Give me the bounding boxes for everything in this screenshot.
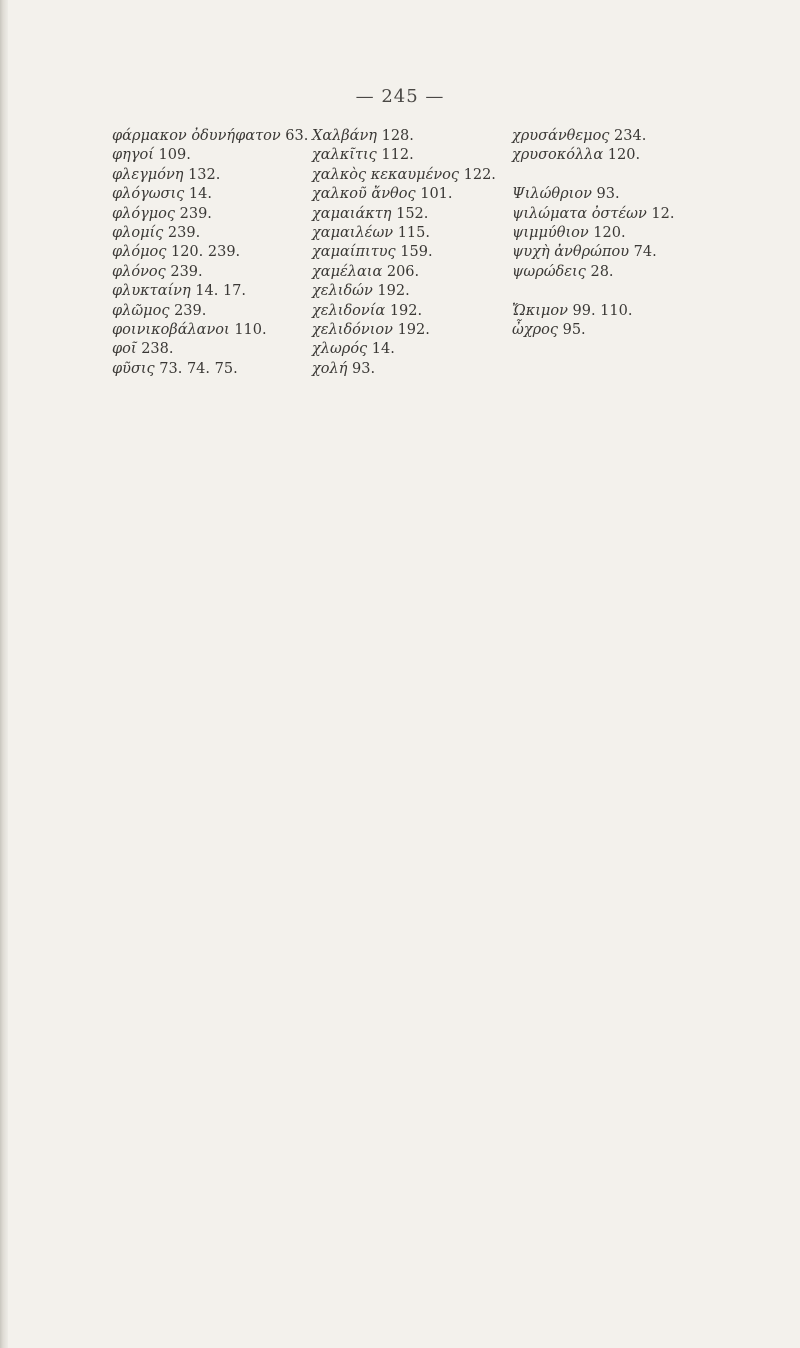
index-entry: [512, 127, 697, 146]
index-entry: [312, 360, 487, 379]
entry-term: φλόνος: [112, 263, 166, 280]
entry-term: φλόγωσις: [112, 186, 185, 203]
entry-refs: 192.: [377, 283, 410, 300]
index-entry: [112, 205, 272, 224]
index-entry: [312, 243, 487, 262]
section-gap: [512, 282, 697, 301]
index-entry: [112, 302, 272, 321]
index-entry: [112, 321, 272, 340]
entry-term: ψωρώδεις: [512, 263, 586, 280]
entry-term: φλόμος: [112, 244, 167, 261]
entry-refs: 110.: [234, 321, 267, 338]
entry-refs: 12.: [651, 205, 675, 222]
entry-refs: 239.: [174, 302, 207, 319]
entry-refs: 74.: [633, 244, 657, 261]
entry-refs: 234.: [614, 128, 647, 144]
index-entry: [512, 243, 697, 262]
index-entry: [312, 185, 487, 204]
entry-refs: 93.: [596, 186, 620, 203]
index-entry: [512, 321, 697, 340]
entry-term: χρυσοκόλλα: [512, 147, 604, 164]
entry-term: χλωρός: [312, 341, 368, 358]
entry-term: Χαλβάνη: [312, 128, 377, 144]
index-entry: [312, 127, 487, 146]
index-column-psi-omega: [512, 127, 697, 340]
entry-term: φλεγμόνη: [112, 166, 184, 183]
entry-refs: 239.: [179, 205, 212, 222]
index-entry: [112, 127, 309, 146]
index-entry: [112, 243, 272, 262]
entry-term: ψιλώματα ὀστέων: [512, 205, 647, 222]
entry-refs: 120. 239.: [170, 244, 241, 261]
index-entry: [512, 185, 697, 204]
index-entry: [312, 263, 487, 282]
entry-term: χελιδών: [312, 283, 373, 300]
entry-term: ψυχὴ ἀνθρώπου: [512, 244, 630, 261]
index-entry: [112, 282, 272, 301]
entry-refs: 128.: [381, 128, 414, 144]
entry-refs: 14.: [188, 186, 212, 203]
entry-term: φηγοί: [112, 147, 154, 164]
entry-refs: 109.: [158, 147, 191, 164]
index-entry: [312, 224, 487, 243]
entry-refs: 101.: [420, 186, 453, 203]
index-entry: [312, 340, 487, 359]
index-entry: [312, 146, 487, 165]
entry-term: χελιδονία: [312, 302, 386, 319]
entry-term: χελιδόνιον: [312, 321, 393, 338]
index-entry: [512, 146, 697, 165]
entry-term: χαμέλαια: [312, 263, 383, 280]
entry-refs: 73. 74. 75.: [159, 360, 238, 377]
index-entry: [112, 185, 272, 204]
entry-term: χολή: [312, 360, 348, 377]
index-entry: [112, 146, 272, 165]
index-entry: [312, 166, 496, 185]
entry-term: φλόγμος: [112, 205, 176, 222]
entry-refs: 120.: [593, 224, 626, 241]
entry-refs: 132.: [188, 166, 221, 183]
entry-refs: 95.: [562, 321, 586, 338]
index-entry: [312, 321, 487, 340]
entry-refs: 28.: [590, 263, 614, 280]
entry-term: χαμαιλέων: [312, 224, 394, 241]
entry-refs: 14. 17.: [195, 283, 247, 300]
entry-refs: 239.: [167, 224, 201, 241]
entry-refs: 206.: [386, 263, 420, 280]
entry-term: χαλκοῦ ἄνθος: [312, 186, 416, 203]
index-entry: [312, 302, 487, 321]
index-entry: [512, 205, 697, 224]
index-entry: [112, 360, 272, 379]
entry-term: Ψιλώθριον: [512, 186, 592, 203]
entry-term: ψιμμύθιον: [512, 224, 589, 241]
index-entry: [512, 302, 697, 321]
index-entry: [112, 166, 272, 185]
entry-refs: 159.: [400, 244, 433, 261]
entry-term: φλομίς: [112, 224, 164, 241]
entry-refs: 93.: [352, 360, 376, 377]
index-entry: [512, 263, 697, 282]
entry-term: ὦχρος: [512, 321, 558, 338]
entry-term: φάρμακον ὀδυνήφατον: [112, 128, 281, 144]
index-entry: [112, 224, 272, 243]
index-entry: [112, 340, 272, 359]
index-column-phi: [112, 127, 309, 379]
entry-term: χαλκὸς κεκαυμένος: [312, 166, 460, 183]
entry-term: χρυσάνθεμος: [512, 128, 610, 144]
entry-refs: 112.: [381, 147, 414, 164]
entry-refs: 122.: [463, 166, 496, 183]
index-entry: [112, 263, 272, 282]
page-number: — 245 —: [355, 86, 445, 107]
entry-refs: 192.: [397, 321, 430, 338]
entry-refs: 115.: [397, 224, 430, 241]
index-entry: [312, 205, 487, 224]
entry-term: φλῶμος: [112, 302, 170, 319]
index-column-chi: [312, 127, 496, 379]
entry-term: Ὤκιμον: [512, 302, 568, 319]
scan-edge: [0, 0, 8, 1348]
entry-term: φοινικοβάλανοι: [112, 321, 230, 338]
entry-term: χαμαίπιτυς: [312, 244, 396, 261]
entry-refs: 99. 110.: [572, 302, 633, 319]
entry-term: φοῖ: [112, 341, 137, 358]
index-entry: [312, 282, 487, 301]
entry-refs: 239.: [170, 263, 203, 280]
entry-refs: 238.: [141, 341, 174, 358]
index-entry: [512, 224, 697, 243]
section-gap: [512, 166, 697, 185]
entry-term: φῦσις: [112, 360, 155, 377]
entry-term: χαλκῖτις: [312, 147, 377, 164]
entry-refs: 192.: [389, 302, 423, 319]
entry-refs: 63.: [285, 128, 309, 144]
entry-term: φλυκταίνη: [112, 283, 191, 300]
entry-refs: 120.: [607, 147, 641, 164]
entry-term: χαμαιάκτη: [312, 205, 392, 222]
entry-refs: 14.: [371, 341, 395, 358]
entry-refs: 152.: [396, 205, 429, 222]
